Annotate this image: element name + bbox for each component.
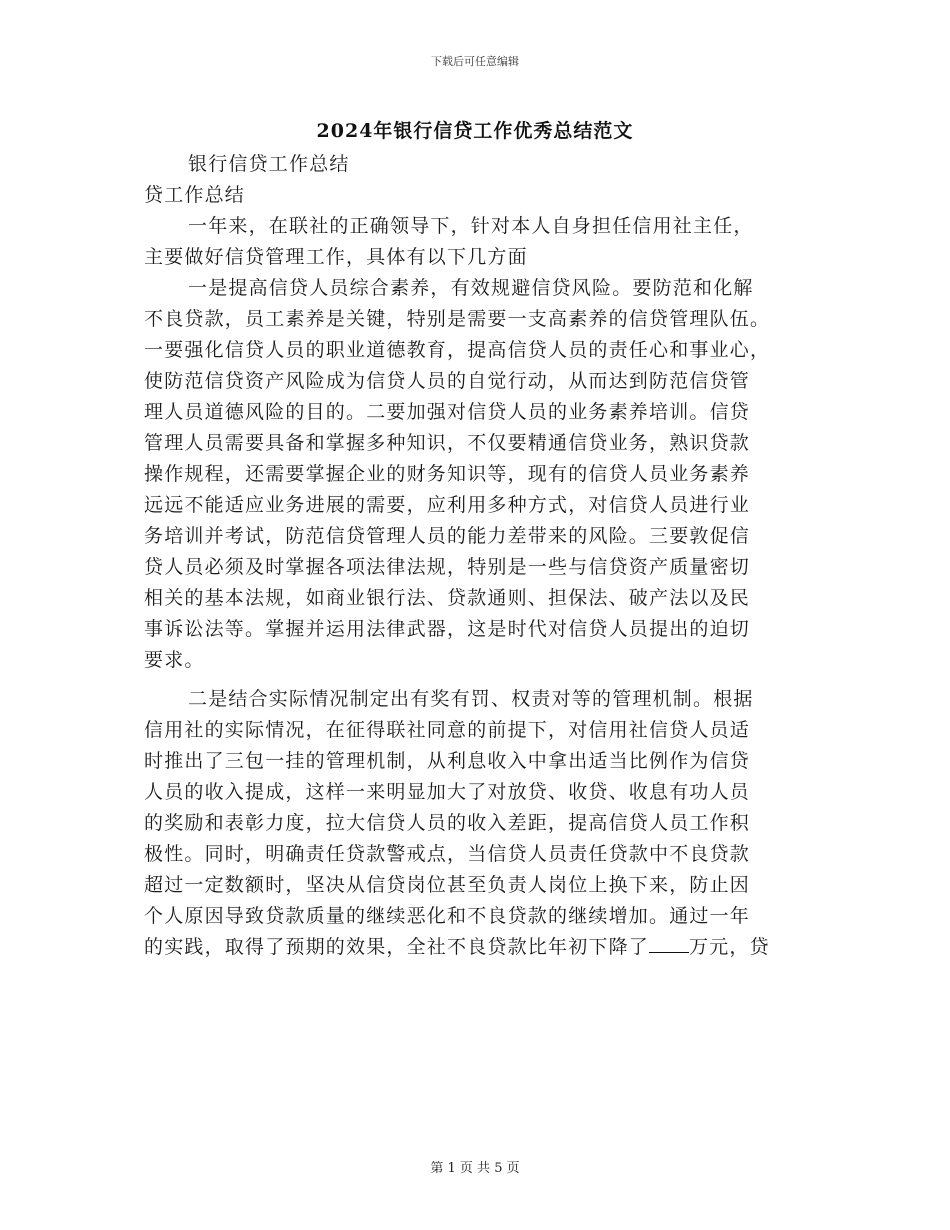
paragraph-line: 操作规程，还需要掌握企业的财务知识等，现有的信贷人员业务素养 [144, 463, 751, 485]
paragraph-line: 个人原因导致贷款质量的继续恶化和不良贷款的继续增加。通过一年 [144, 905, 751, 927]
paragraph-line: 时推出了三包一挂的管理机制，从利息收入中拿出适当比例作为信贷 [144, 750, 751, 772]
paragraph-line: 相关的基本法规，如商业银行法、贷款通则、担保法、破产法以及民 [144, 587, 751, 609]
paragraph-line: 一是提高信贷人员综合素养，有效规避信贷风险。要防范和化解 [188, 277, 754, 299]
paragraph-line: 超过一定数额时，坚决从信贷岗位甚至负责人岗位上换下来，防止因 [144, 874, 751, 896]
paragraph-line: 一要强化信贷人员的职业道德教育，提高信贷人员的责任心和事业心， [144, 339, 771, 361]
subheading-2: 贷工作总结 [144, 184, 246, 206]
paragraph-line: 主要做好信贷管理工作，具体有以下几方面 [144, 246, 528, 268]
paragraph-line: 贷人员必须及时掌握各项法律法规，特别是一些与信贷资产质量密切 [144, 556, 751, 578]
subheading: 银行信贷工作总结 [188, 153, 350, 175]
paragraph-line: 务培训并考试，防范信贷管理人员的能力差带来的风险。三要敦促信 [144, 525, 751, 547]
paragraph-line: 二是结合实际情况制定出有奖有罚、权责对等的管理机制。根据 [188, 688, 754, 710]
fill-in-blank [649, 934, 689, 953]
paragraph-text: 万元，贷 [689, 936, 770, 958]
paragraph-line: 不良贷款，员工素养是关键，特别是需要一支高素养的信贷管理队伍。 [144, 308, 771, 330]
paragraph-line: 的奖励和表彰力度，拉大信贷人员的收入差距，提高信贷人员工作积 [144, 812, 751, 834]
paragraph-line: 事诉讼法等。掌握并运用法律武器，这是时代对信贷人员提出的迫切 [144, 618, 751, 640]
paragraph-gap [144, 676, 808, 684]
header-note: 下载后可任意编辑 [431, 55, 519, 68]
page-footer: 第 1 页 共 5 页 [430, 1161, 520, 1176]
paragraph-text: 的实践，取得了预期的效果，全社不良贷款比年初下降了 [144, 936, 650, 958]
paragraph-line: 理人员道德风险的目的。二要加强对信贷人员的业务素养培训。信贷 [144, 401, 751, 423]
paragraph-line: 使防范信贷资产风险成为信贷人员的自觉行动，从而达到防范信贷管 [144, 370, 751, 392]
document-body [144, 149, 808, 963]
paragraph-line: 极性。同时，明确责任贷款警戒点，当信贷人员责任贷款中不良贷款 [144, 843, 751, 865]
paragraph-line: 一年来，在联社的正确领导下，针对本人自身担任信用社主任， [188, 215, 754, 237]
paragraph-line: 管理人员需要具备和掌握多种知识，不仅要精通信贷业务，熟识贷款 [144, 432, 751, 454]
paragraph-line: 信用社的实际情况，在征得联社同意的前提下，对信用社信贷人员适 [144, 719, 751, 741]
paragraph-line: 要求。 [144, 649, 205, 671]
paragraph-line: 远远不能适应业务进展的需要，应利用多种方式，对信贷人员进行业 [144, 494, 751, 516]
paragraph-line: 人员的收入提成，这样一来明显加大了对放贷、收贷、收息有功人员 [144, 781, 751, 803]
document-title: 2024年银行信贷工作优秀总结范文 [316, 120, 634, 142]
paragraph-line [144, 932, 808, 963]
